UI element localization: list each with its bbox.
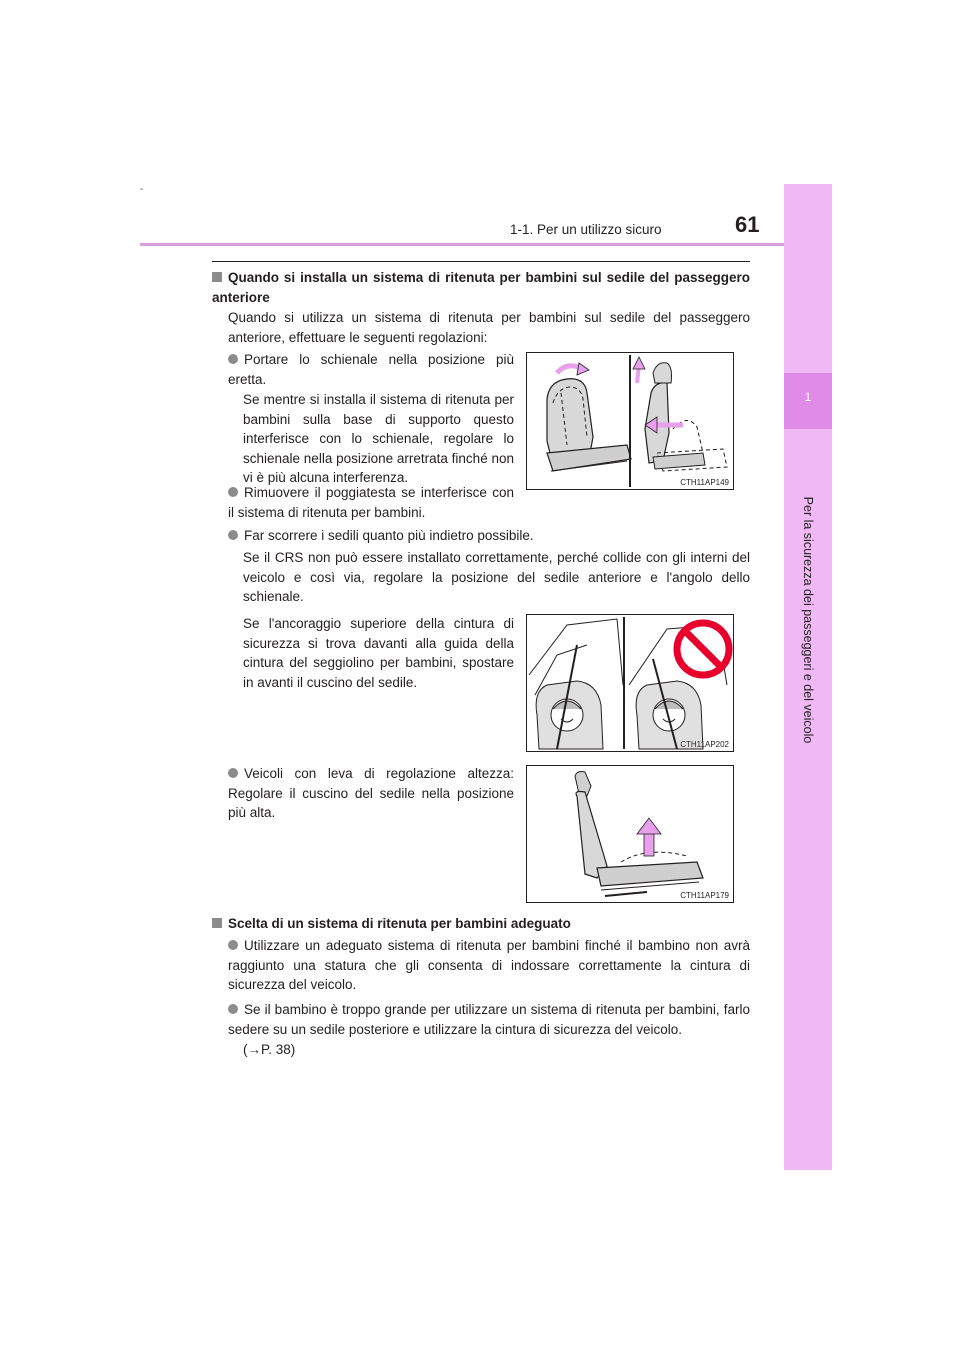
round-bullet-icon [228, 530, 238, 540]
seat-height-illustration [527, 766, 733, 902]
round-bullet-icon [228, 487, 238, 497]
figure-code: CTH11AP149 [680, 478, 729, 487]
belt-anchor-note: Se l'ancoraggio superiore della cintura di sicurezza si trova davanti alla guida della cintura del seggiolino per bambini, spostare in avanti il cuscino del sedile. [243, 616, 514, 690]
figure-seat-height [526, 765, 734, 903]
section2-bullet-1 [228, 936, 750, 995]
bullet-1 [228, 350, 514, 389]
header-dash: - [140, 184, 144, 195]
page-reference[interactable]: (→P. 38) [243, 1042, 296, 1057]
section2-bullet-2-text: Se il bambino è troppo grande per utilizzare un sistema di ritenuta per bambini, farlo sedere su un sedile posteriore e utilizzare la cintura di sicurezza del veicolo. [228, 1002, 750, 1037]
figure-seat-backrest [526, 352, 734, 490]
content-top-rule [212, 261, 750, 262]
bullet-1-note: Se mentre si installa il sistema di ritenuta per bambini sulla base di supporto questo interferisce con lo schienale, regolare lo schienale nella posizione arretrata finché non vi è più alcuna interferenza. [243, 392, 514, 485]
section2-bullet-2 [228, 1000, 750, 1039]
chapter-title: Per la sicurezza dei passeggeri e del veicolo [801, 496, 815, 744]
round-bullet-icon [228, 354, 238, 364]
bullet-4 [228, 764, 514, 823]
figure-code: CTH11AP179 [680, 891, 729, 900]
section1-heading-text: Quando si installa un sistema di ritenuta per bambini sul sedile del passeggero anteriore [212, 270, 750, 305]
round-bullet-icon [228, 768, 238, 778]
bullet-1-text: Portare lo schienale nella posizione più eretta. [228, 352, 514, 387]
square-bullet-icon [212, 918, 222, 928]
section2-bullet-1-text: Utilizzare un adeguato sistema di ritenuta per bambini finché il bambino non avrà raggiunto una statura che gli consenta di indossare correttamente la cintura di sicurezza del veicolo. [228, 938, 750, 992]
bullet-3-text: Far scorrere i sedili quanto più indietro possibile. [244, 528, 534, 543]
chapter-number: 1 [804, 390, 812, 404]
section1-heading [212, 268, 750, 307]
section2-heading [212, 914, 750, 934]
section2-heading-text: Scelta di un sistema di ritenuta per bambini adeguato [228, 916, 571, 931]
bullet-3-note: Se il CRS non può essere installato correttamente, perché collide con gli interni del veicolo e così via, regolare la posizione del sedile anteriore e l'angolo dello schienale. [243, 550, 750, 604]
figure-belt-guide [526, 614, 734, 752]
round-bullet-icon [228, 940, 238, 950]
belt-guide-illustration [527, 615, 733, 751]
seat-backrest-illustration [527, 353, 733, 489]
bullet-3 [228, 526, 750, 546]
round-bullet-icon [228, 1004, 238, 1014]
page-number: 61 [735, 212, 760, 237]
section-title: 1-1. Per un utilizzo sicuro [510, 222, 662, 237]
bullet-2-text: Rimuovere il poggiatesta se interferisce con il sistema di ritenuta per bambini. [228, 485, 514, 520]
bullet-2 [228, 483, 514, 522]
figure-code: CTH11AP202 [680, 740, 729, 749]
square-bullet-icon [212, 272, 222, 282]
section1-intro: Quando si utilizza un sistema di ritenuta per bambini sul sedile del passeggero anteriore, effettuare le seguenti regolazioni: [228, 310, 750, 345]
header-divider [140, 243, 832, 246]
bullet-4-text: Veicoli con leva di regolazione altezza: Regolare il cuscino del sedile nella posizione più alta. [228, 766, 514, 820]
